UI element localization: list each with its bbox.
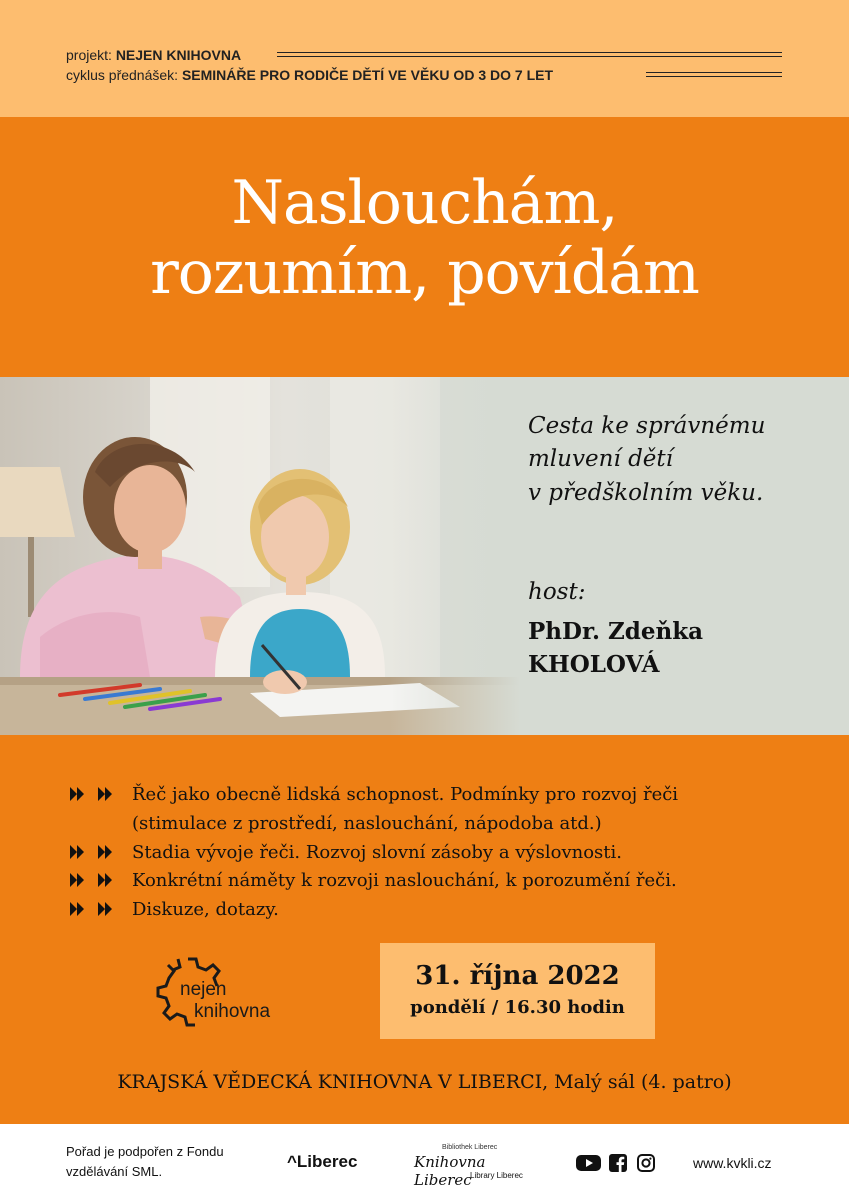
header-band <box>0 0 849 117</box>
venue: KRAJSKÁ VĚDECKÁ KNIHOVNA V LIBERCI, Malý sál (4. patro) <box>117 1071 732 1093</box>
cycle-label: cyklus přednášek: <box>66 67 179 83</box>
project-name: NEJEN KNIHOVNA <box>115 47 242 63</box>
cycle-line <box>66 67 553 83</box>
sponsor-note <box>66 1142 276 1182</box>
double-arrow-icon <box>70 873 122 887</box>
sponsor-line-2: vzdělávání SML. <box>66 1164 163 1180</box>
sponsor-line-1: Pořad je podpořen z Fondu <box>66 1144 224 1159</box>
subtitle-line: v předškolním věku. <box>528 479 764 506</box>
facebook-icon[interactable] <box>609 1154 627 1172</box>
photo-illustration <box>0 377 520 735</box>
topic-text: Řeč jako obecně lidská schopnost. Podmínky pro rozvoj řeči <box>132 784 679 805</box>
list-item <box>70 896 790 925</box>
header-rule-top <box>277 52 782 57</box>
footer <box>0 1124 849 1200</box>
topic-text: Stadia vývoje řeči. Rozvoj slovní zásoby a výslovnosti. <box>132 841 622 863</box>
liberec-logo: ^Liberec <box>287 1152 358 1171</box>
library-logo <box>412 1144 542 1189</box>
topic-text: Konkrétní náměty k rozvoji naslouchání, k porozumění řeči. <box>132 870 677 892</box>
host-name-line-2: KHOLOVÁ <box>528 651 660 679</box>
event-time: pondělí / 16.30 hodin <box>410 997 625 1018</box>
logo-word-2: knihovna <box>194 1001 271 1022</box>
topic-list <box>70 781 790 925</box>
title-band <box>0 117 849 377</box>
host-label: host: <box>528 579 586 605</box>
event-date: 31. října 2022 <box>415 961 620 991</box>
list-item <box>70 781 790 839</box>
website-link[interactable]: www.kvkli.cz <box>693 1155 772 1171</box>
host-name-line-1: PhDr. Zdeňka <box>528 618 704 645</box>
title-line-2: rozumím, povídám <box>150 237 699 308</box>
subtitle-line: Cesta ke správnému <box>528 413 766 439</box>
header-rule-bottom <box>646 72 782 77</box>
library-logo-script: Knihovna Liberec <box>414 1153 486 1189</box>
double-arrow-icon <box>70 787 122 801</box>
host-name <box>528 615 703 682</box>
library-logo-small-text: Bibliothek Liberec <box>442 1144 498 1151</box>
list-item <box>70 867 790 896</box>
logo-word-1: nejen <box>180 979 227 1000</box>
double-arrow-icon <box>70 902 122 916</box>
mother-daughter-photo <box>0 377 520 735</box>
instagram-icon[interactable] <box>637 1154 655 1172</box>
project-label: projekt: <box>66 47 112 63</box>
subtitle-line: mluvení dětí <box>528 446 673 473</box>
subtitle <box>528 410 765 510</box>
intro-band <box>0 377 849 735</box>
nejen-knihovna-logo <box>146 951 306 1041</box>
library-logo-small-text-2: Library Liberec <box>470 1171 523 1180</box>
page-title <box>0 169 849 308</box>
project-line <box>66 47 241 63</box>
double-arrow-icon <box>70 845 122 859</box>
program-band <box>0 735 849 1124</box>
youtube-icon[interactable] <box>576 1154 601 1172</box>
list-item <box>70 839 790 868</box>
title-line-1: Naslouchám, <box>231 168 618 238</box>
topic-text: (stimulace z prostředí, naslouchání, nápodoba atd.) <box>132 812 602 834</box>
topic-text: Diskuze, dotazy. <box>132 899 279 921</box>
cycle-name: SEMINÁŘE PRO RODIČE DĚTÍ VE VĚKU OD 3 DO 7 LET <box>181 67 554 83</box>
event-date-box <box>380 943 655 1039</box>
